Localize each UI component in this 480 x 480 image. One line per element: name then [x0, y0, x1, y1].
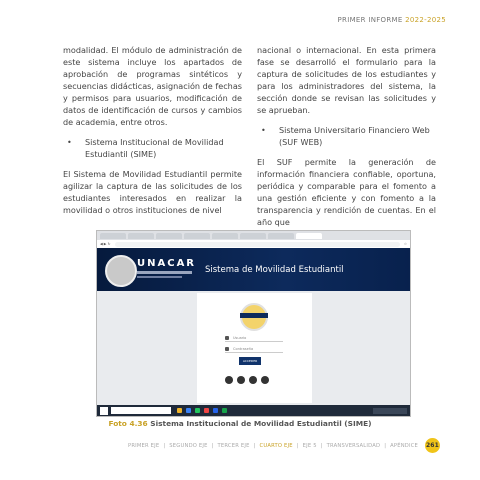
caption-text: Sistema Institucional de Movilidad Estudiantil (SIME) [147, 419, 372, 428]
right-bullet-text: Sistema Universitario Financiero Web (SUF WEB) [279, 125, 430, 147]
header-label: PRIMER INFORME [337, 16, 403, 24]
user-icon [225, 336, 229, 340]
left-paragraph-2: El Sistema de Movilidad Estudiantil permite agilizar la captura de las solicitudes de los estudiantes interesados en realizar la movilidad o otros instituciones de nivel [63, 169, 242, 215]
header-years: 2022-2025 [405, 16, 446, 24]
page-header [338, 16, 446, 24]
footer-nav: PRIMER EJE | SEGUNDO EJE | TERCER EJE | CUARTO EJE | EJE 5 | TRANSVERSALIDAD | APÉNDICE 261 [128, 438, 440, 453]
username-placeholder: Usuario [233, 335, 247, 340]
star-icon: ☆ [403, 242, 407, 246]
system-title: Sistema de Movilidad Estudiantil [205, 265, 344, 275]
app-icon [222, 408, 227, 413]
password-placeholder: Contraseña [233, 346, 254, 351]
left-column [63, 44, 242, 222]
sime-logo-band [240, 313, 268, 318]
browser-tab [212, 233, 238, 239]
taskbar-search [111, 407, 171, 414]
right-paragraph-1: nacional o internacional. En esta primera fase se desarrolló el formulario para la captura de solicitudes de los estudiantes y para los administradores del sistema, la sección donde se revisan las solicitudes y se aprueban. [257, 45, 436, 115]
figure-caption [0, 419, 480, 428]
app-icon [186, 408, 191, 413]
university-seal-icon [105, 255, 137, 287]
footer-link-eje2[interactable]: SEGUNDO EJE [169, 442, 208, 449]
brand-subtitle-line [137, 276, 182, 278]
brand-subtitle-line [137, 271, 192, 274]
app-icon [195, 408, 200, 413]
username-field [225, 334, 283, 342]
folder-icon [177, 408, 182, 413]
site-banner [97, 248, 410, 291]
browser-tab [128, 233, 154, 239]
right-column [257, 44, 436, 234]
footer-link-eje1[interactable]: PRIMER EJE [127, 442, 160, 449]
browser-tab [240, 233, 266, 239]
windows-start-icon [100, 407, 108, 415]
page-number: 261 [425, 438, 440, 453]
caption-prefix: Foto 4.36 [108, 419, 148, 428]
social-icon [225, 376, 233, 384]
url-field [115, 242, 400, 247]
social-icon [249, 376, 257, 384]
footer-link-apendice[interactable]: APÉNDICE [390, 442, 418, 449]
footer-link-eje4[interactable]: CUARTO EJE [259, 442, 293, 449]
bullet-dot-icon: • [67, 137, 72, 147]
os-taskbar [97, 405, 410, 416]
footer-link-eje5[interactable]: EJE 5 [302, 442, 317, 449]
browser-tabs [97, 231, 410, 240]
right-paragraph-2: El SUF permite la generación de información financiera confiable, oportuna, periódica y comparable para el fomento a una gestión eficiente y con fomento a la transparencia y rendición de cuentas. En el año que [257, 157, 436, 227]
brand-name: UNACAR [137, 258, 197, 269]
right-bullet [257, 124, 436, 148]
browser-tab [268, 233, 294, 239]
footer-link-transversalidad[interactable]: TRANSVERSALIDAD [326, 442, 381, 449]
figure-screenshot [96, 230, 411, 417]
social-icon [261, 376, 269, 384]
footer-link-eje3[interactable]: TERCER EJE [217, 442, 250, 449]
browser-tab-active [296, 233, 322, 239]
password-field [225, 345, 283, 353]
left-bullet-text: Sistema Institucional de Movilidad Estudiantil (SIME) [85, 137, 224, 159]
social-icon [237, 376, 245, 384]
login-button: ACCEDER [239, 357, 261, 365]
browser-tab [100, 233, 126, 239]
browser-tab [156, 233, 182, 239]
bullet-dot-icon: • [261, 125, 266, 135]
left-bullet [63, 136, 242, 160]
system-tray [373, 408, 407, 414]
nav-arrows-icon: ◀ ▶ ↻ [100, 242, 111, 246]
lock-icon [225, 347, 229, 351]
browser-tab [184, 233, 210, 239]
left-paragraph-1: modalidad. El módulo de administración de este sistema incluye los apartados de aprobación de programas sintéticos y secuencias didácticas, asignación de fechas y permisos para usuarios, modificación de datos de identificación de cursos y cambios de academia, entre otros. [63, 45, 242, 127]
app-icon [204, 408, 209, 413]
app-icon [213, 408, 218, 413]
